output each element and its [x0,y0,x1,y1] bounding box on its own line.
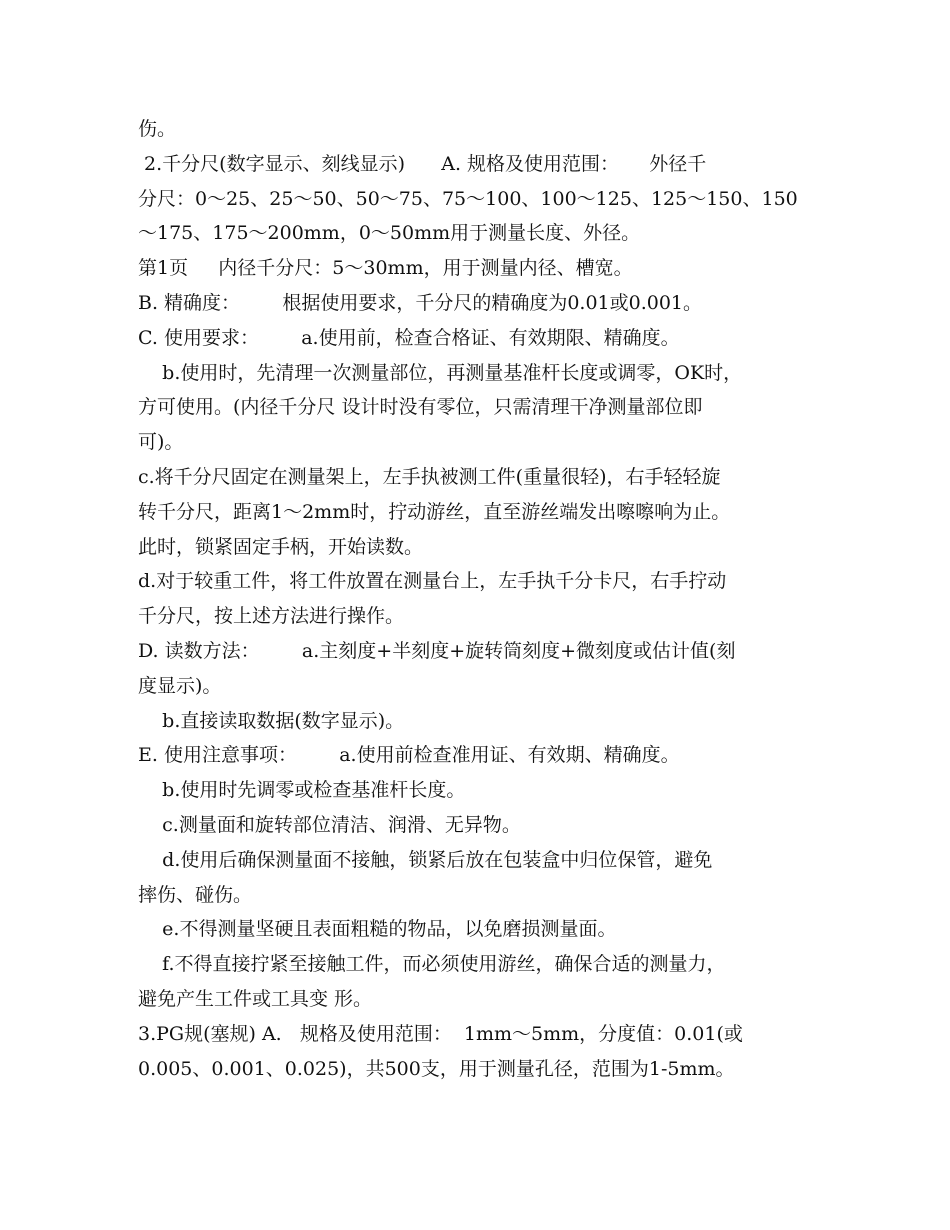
text-line: c.测量面和旋转部位清洁、润滑、无异物。 [138,813,521,836]
text-line: 3.PG规(塞规) A. 规格及使用范围： 1mm～5mm，分度值：0.01(或 [138,1022,743,1045]
text-line: 摔伤、碰伤。 [138,883,253,906]
text-line: b.使用时先调零或检查基准杆长度。 [138,779,466,802]
text-line: ～175、175～200mm，0～50mm用于测量长度、外径。 [138,222,641,245]
text-line: 避免产生工件或工具变 形。 [138,987,373,1010]
text-line: b.使用时，先清理一次测量部位，再测量基准杆长度或调零，OK时， [138,361,743,384]
text-line: 伤。 [138,118,177,140]
text-line: 2.千分尺(数字显示、刻线显示) A. 规格及使用范围： 外径千 [138,152,707,175]
text-line: c.将千分尺固定在测量架上，左手执被测工件(重量很轻)，右手轻轻旋 [138,465,721,488]
text-line: D. 读数方法： a.主刻度+半刻度+旋转筒刻度+微刻度或估计值(刻 [138,639,736,662]
text-line: e.不得测量坚硬且表面粗糙的物品，以免磨损测量面。 [138,918,617,941]
text-line: C. 使用要求： a.使用前，检查合格证、有效期限、精确度。 [138,326,680,349]
text-line: 转千分尺，距离1～2mm时，拧动游丝，直至游丝端发出嚓嚓响为止。 [138,500,731,523]
text-line: d.对于较重工件，将工件放置在测量台上，左手执千分卡尺，右手拧动 [138,570,727,593]
text-line: 度显示)。 [138,674,222,697]
text-line: 0.005、0.001、0.025)，共500支，用于测量孔径，范围为1-5mm。 [138,1057,735,1080]
text-line: 方可使用。(内径千分尺 设计时没有零位，只需清理干净测量部位即 [138,396,703,419]
text-line: 第1页 内径千分尺：5～30mm，用于测量内径、槽宽。 [138,257,633,280]
text-line: 千分尺，按上述方法进行操作。 [138,605,405,628]
document-page [138,112,818,1086]
text-line: 可)。 [138,431,184,454]
text-line: 分尺：0～25、25～50、50～75、75～100、100～125、125～150、150 [138,187,798,210]
text-line: B. 精确度： 根据使用要求，千分尺的精确度为0.01或0.001。 [138,291,703,314]
text-line: 此时，锁紧固定手柄，开始读数。 [138,535,424,558]
text-line: f.不得直接拧紧至接触工件，而必须使用游丝，确保合适的测量力， [138,953,726,976]
text-line: d.使用后确保测量面不接触，锁紧后放在包装盒中归位保管，避免 [138,848,713,871]
text-line: E. 使用注意事项： a.使用前检查准用证、有效期、精确度。 [138,744,680,767]
text-line: b.直接读取数据(数字显示)。 [138,709,405,732]
